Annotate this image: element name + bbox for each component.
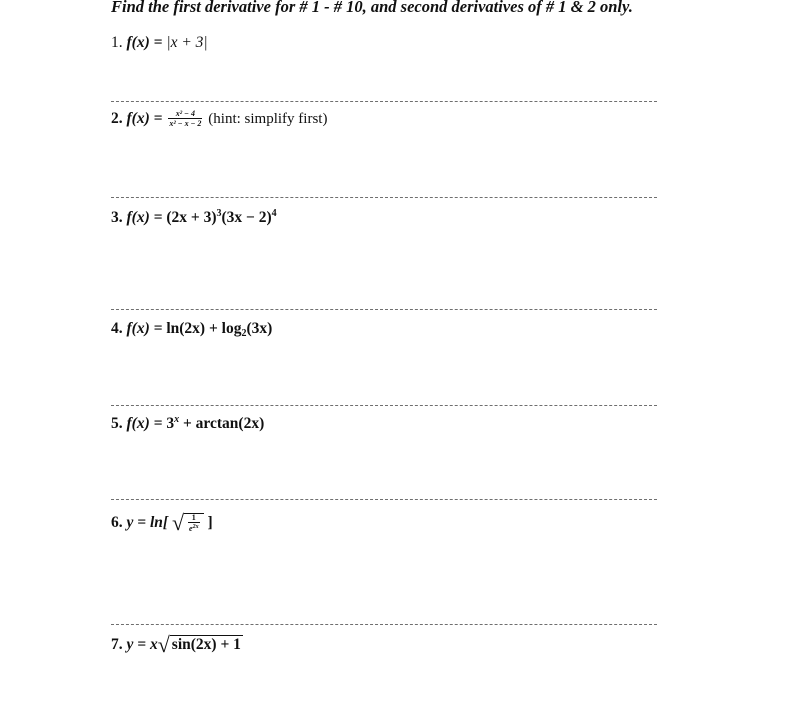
problem-5	[111, 414, 264, 433]
divider-line	[111, 499, 657, 500]
closing-bracket: ]	[207, 514, 213, 531]
divider-line	[111, 101, 657, 102]
log-expression: ln(2x) + log	[166, 320, 242, 337]
problem-number: 7.	[111, 636, 123, 653]
instructions-heading: Find the first derivative for # 1 - # 10, and second derivatives of # 1 & 2 only.	[111, 0, 633, 16]
divider-line	[111, 624, 657, 625]
fraction	[188, 514, 200, 533]
problem-number: 3.	[111, 209, 123, 226]
problem-number: 4.	[111, 320, 123, 337]
log-argument: (3x)	[246, 320, 273, 337]
divider-line	[111, 197, 657, 198]
function-lhs: y = ln[	[126, 514, 169, 531]
radicand: sin(2x) + 1	[171, 636, 241, 653]
hint-text: (hint: simplify first)	[208, 111, 328, 127]
fraction-numerator: 1	[191, 512, 196, 522]
problem-number: 5.	[111, 415, 123, 432]
fraction-denominator: x² − x − 2	[169, 119, 202, 129]
exponent: x	[174, 414, 180, 425]
problem-number: 1.	[111, 34, 123, 51]
function-lhs: f(x) =	[126, 34, 163, 51]
problem-4	[111, 320, 272, 339]
function-lhs: f(x) =	[126, 320, 163, 337]
fraction-denominator: $e^{2x}$	[189, 523, 199, 533]
exponent-a: 3	[216, 208, 222, 219]
radical-sign: √	[157, 632, 170, 657]
function-lhs: f(x) =	[126, 110, 163, 127]
problem-3	[111, 208, 277, 227]
function-lhs: y = x	[126, 636, 158, 653]
function-lhs: f(x) =	[126, 415, 163, 432]
log-base: 2	[241, 328, 247, 339]
fraction	[168, 110, 202, 128]
divider-line	[111, 309, 657, 310]
problem-2	[111, 110, 327, 128]
problem-7	[111, 632, 243, 658]
divider-line	[111, 405, 657, 406]
function-rhs: |x + 3|	[166, 34, 208, 51]
factor-a: (2x + 3)	[166, 209, 217, 226]
problem-number: 2.	[111, 110, 123, 127]
radical-sign: √	[171, 510, 185, 535]
problem-6	[111, 510, 213, 536]
base: 3	[166, 415, 175, 432]
factor-b: (3x − 2)	[221, 209, 272, 226]
square-root	[158, 632, 243, 658]
fraction-numerator: x² − 4	[175, 109, 195, 119]
exponent-b: 4	[271, 208, 277, 219]
problem-1	[111, 34, 208, 52]
function-lhs: f(x) =	[126, 209, 163, 226]
square-root	[172, 510, 204, 536]
problem-number: 6.	[111, 514, 123, 531]
arctan-term: + arctan(2x)	[179, 415, 265, 432]
